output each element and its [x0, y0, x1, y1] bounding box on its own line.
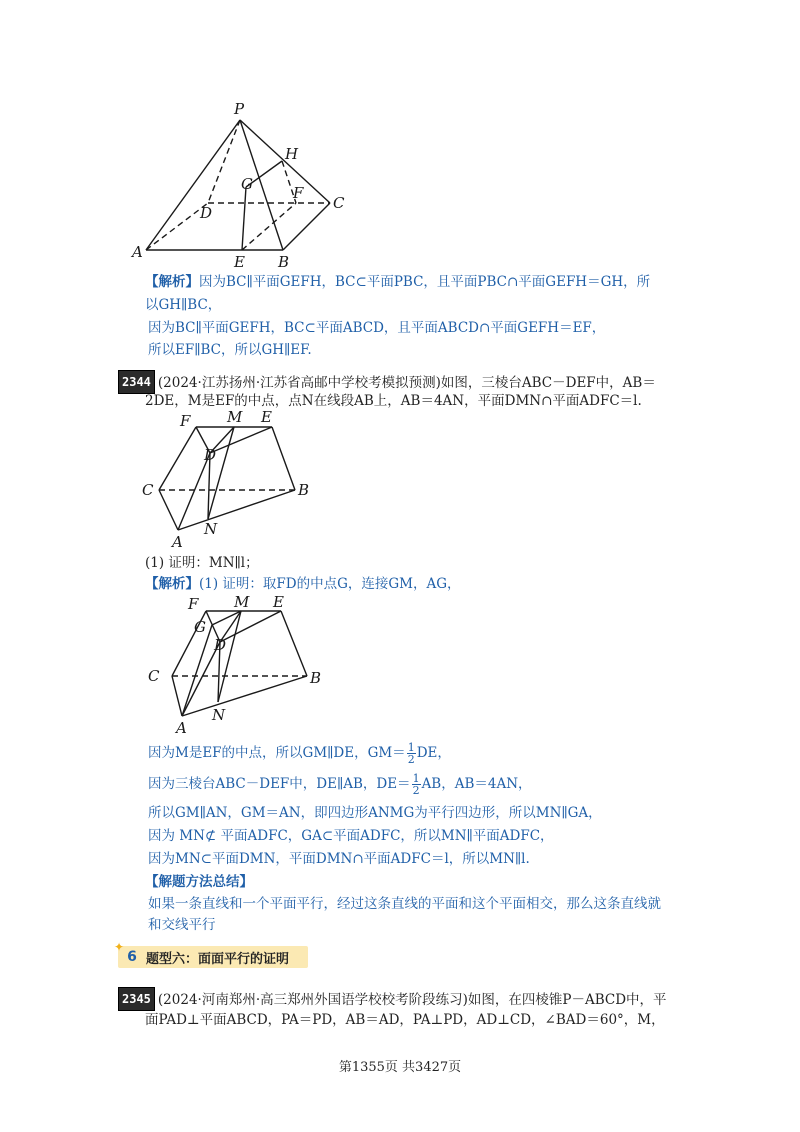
analysis-tag: 【解析】: [145, 274, 199, 290]
figure-frustum-with-g: [148, 592, 338, 737]
label-C: C: [333, 194, 345, 212]
solution-1-line-1: 【解析】因为BC∥平面GEFH，BC⊂平面PBC，且平面PBC∩平面GEFH＝GH，所: [145, 274, 651, 290]
label-F: F: [293, 184, 304, 202]
figure-pyramid: [130, 95, 360, 275]
label-P: P: [234, 100, 245, 118]
solution-1-line-2: 以GH∥BC，: [145, 297, 222, 313]
label-B: B: [310, 669, 322, 687]
label-B: B: [298, 481, 310, 499]
star-icon: ✦: [114, 940, 125, 954]
label-E: E: [234, 253, 245, 271]
solution-2-step-5: 因为MN⊂平面DMN，平面DMN∩平面ADFC＝l，所以MN∥l.: [148, 851, 530, 867]
label-N: N: [204, 520, 218, 538]
solution-1-line-3: 因为BC∥平面GEFH，BC⊂平面ABCD，且平面ABCD∩平面GEFH＝EF，: [148, 320, 606, 336]
label-D: D: [204, 446, 217, 464]
label-H: H: [285, 145, 299, 163]
label-N: N: [212, 706, 226, 724]
solution-2-step-4: 因为 MN⊄ 平面ADFC，GA⊂平面ADFC，所以MN∥平面ADFC，: [148, 828, 554, 844]
question-number: 2345: [118, 987, 155, 1011]
question-2345-line-1: 2345 (2024·河南郑州·高三郑州外国语学校校考阶段练习)如图，在四棱锥P－ABCD中，平: [118, 987, 667, 1011]
label-A: A: [132, 243, 143, 261]
section-title: 题型六：面面平行的证明: [146, 952, 290, 967]
solution-2-line-1: 【解析】(1) 证明：取FD的中点G，连接GM，AG，: [145, 576, 461, 592]
label-C: C: [142, 481, 154, 499]
section-banner: [114, 940, 308, 968]
question-2345-line-2: 面PAD⊥平面ABCD，PA＝PD，AB＝AD，PA⊥PD，AD⊥CD，∠BAD＝60°，M，: [145, 1012, 665, 1028]
question-2344-line-1: 2344 (2024·江苏扬州·江苏省高邮中学校考模拟预测)如图，三棱台ABC－DEF中，AB＝: [118, 370, 656, 394]
label-M: M: [227, 408, 243, 426]
solution-2-step-1: 因为M是EF的中点，所以GM∥DE，GM＝ $\frac{1}{2}$ DE，: [148, 741, 451, 766]
analysis-tag: 【解析】: [145, 576, 199, 592]
section-number: 6: [127, 949, 137, 965]
solution-1-line-4: 所以EF∥BC，所以GH∥EF.: [148, 342, 312, 358]
fraction-half: $\frac{1}{2}$: [412, 772, 420, 797]
solution-2-step-3: 所以GM∥AN，GM＝AN，即四边形ANMG为平行四边形，所以MN∥GA，: [148, 805, 602, 821]
label-G: G: [241, 175, 253, 193]
solution-2-step-2: 因为三棱台ABC－DEF中，DE∥AB，DE＝ $\frac{1}{2}$ AB，AB＝4AN，: [148, 772, 532, 797]
label-F: F: [180, 412, 191, 430]
method-tag: 【解题方法总结】: [145, 874, 253, 890]
question-number: 2344: [118, 370, 155, 394]
label-A: A: [172, 533, 183, 551]
label-M: M: [234, 593, 250, 611]
label-A: A: [176, 719, 187, 737]
figure-frustum: [140, 405, 330, 550]
label-D: D: [200, 204, 213, 222]
question-2344-part-1: (1) 证明：MN∥l；: [145, 555, 259, 571]
label-E: E: [273, 593, 284, 611]
label-D: D: [214, 636, 227, 654]
label-B: B: [278, 253, 290, 271]
label-G: G: [194, 618, 206, 636]
question-2344-line-2: 2DE，M是EF的中点，点N在线段AB上，AB＝4AN，平面DMN∩平面ADFC＝l.: [145, 393, 642, 409]
label-E: E: [261, 408, 272, 426]
method-line-1: 如果一条直线和一个平面平行，经过这条直线的平面和这个平面相交，那么这条直线就: [148, 896, 661, 912]
method-line-2: 和交线平行: [148, 917, 216, 933]
label-F: F: [188, 595, 199, 613]
page-footer: 第1355页 共3427页: [338, 1060, 462, 1075]
fraction-half: $\frac{1}{2}$: [407, 741, 415, 766]
label-C: C: [148, 667, 160, 685]
